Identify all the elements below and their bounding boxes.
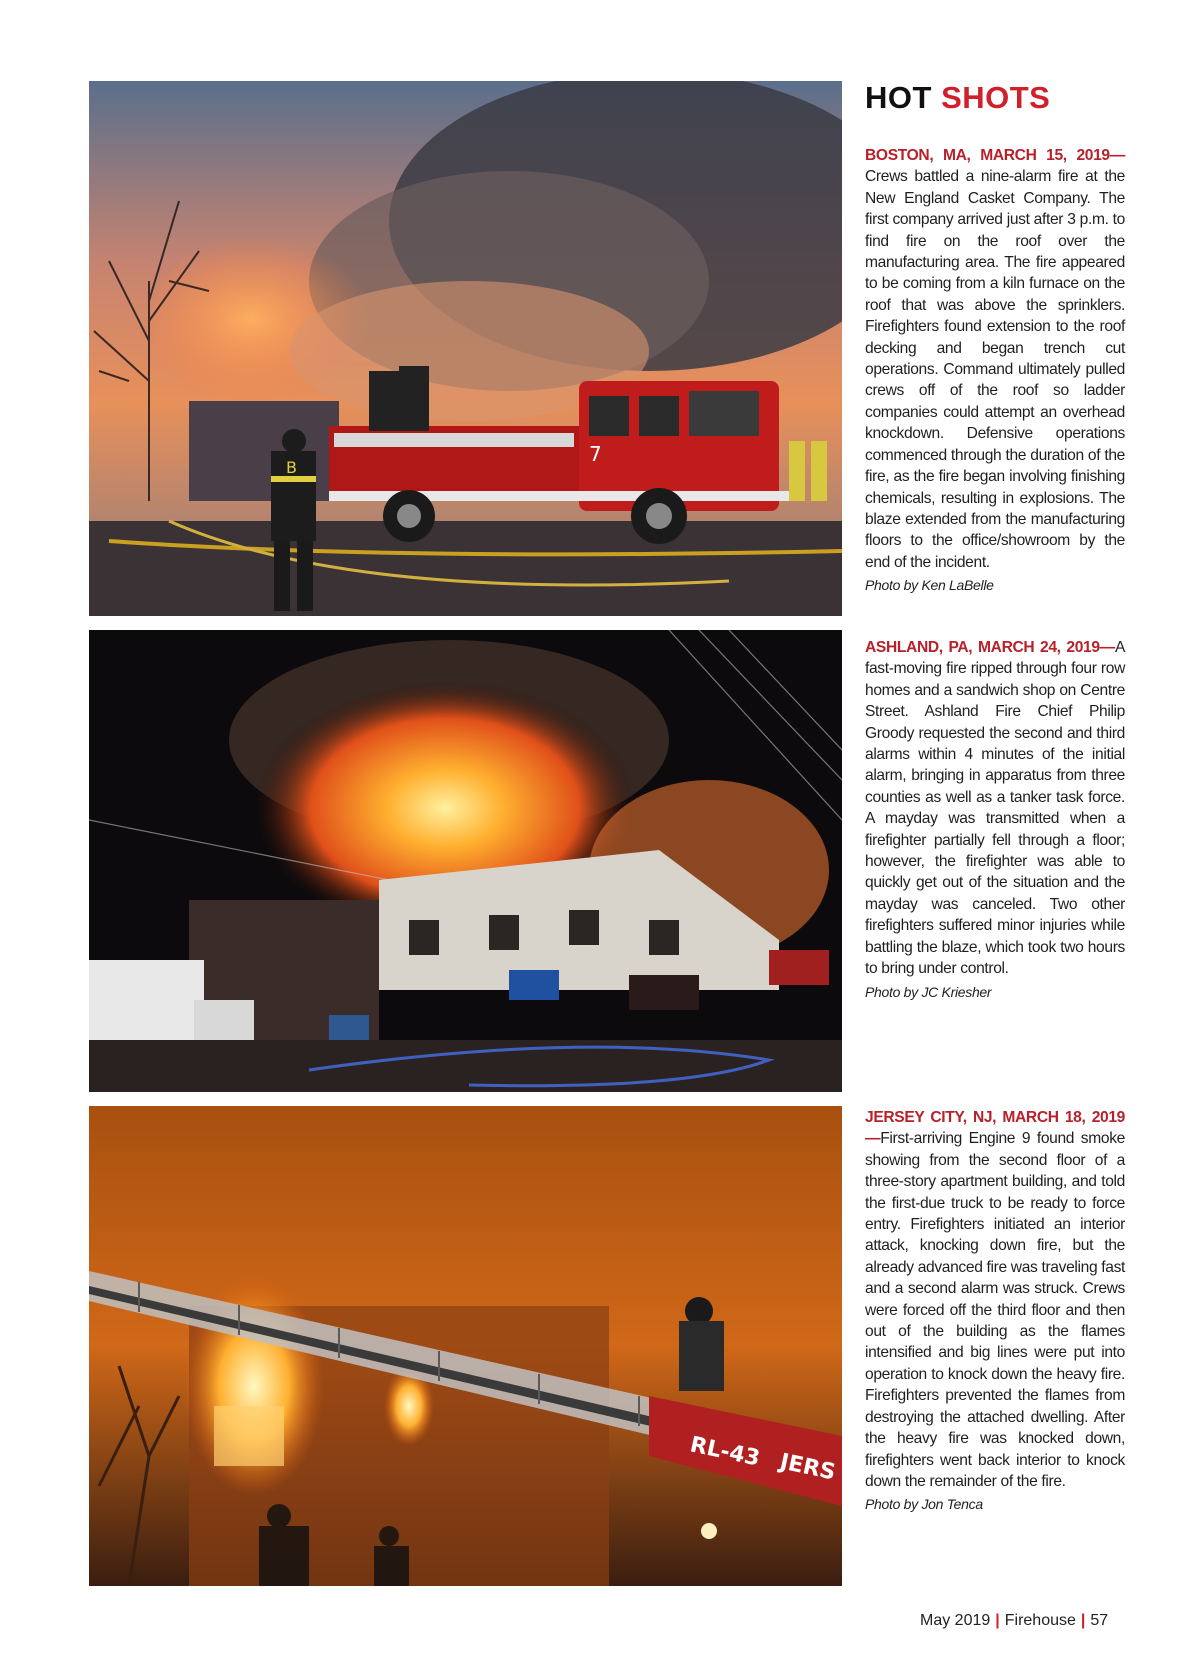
footer-separator: |	[1080, 1612, 1086, 1629]
boston-fire-image	[89, 81, 842, 616]
caption-boston	[865, 145, 1125, 597]
page-footer	[920, 1612, 1108, 1630]
footer-page-number: 57	[1090, 1612, 1109, 1629]
photo-credit: Photo by Jon Tenca	[865, 1496, 983, 1513]
photo-ashland-fire	[89, 630, 842, 1092]
photo-boston-fire	[89, 81, 842, 616]
caption-lead: ASHLAND, PA, MARCH 24, 2019—	[865, 639, 1115, 656]
photo-credit: Photo by Ken LaBelle	[865, 577, 994, 594]
section-title	[865, 80, 1050, 116]
caption-lead: BOSTON, MA, MARCH 15, 2019—	[865, 147, 1125, 164]
jersey-city-fire-image	[89, 1106, 842, 1586]
footer-magazine: Firehouse	[1004, 1612, 1076, 1629]
ashland-fire-image	[89, 630, 842, 1092]
caption-body: A fast-moving fire ripped through four row homes and a sandwich shop on Centre Street. Ashland Fire Chief Philip Groody requested the second and third alarms within 4 minutes of the initial alarm, bringing in apparatus from three counties as well as a tanker task force. A mayday was transmitted when a firefighter partially fell through a floor; however, the firefighter was able to quickly get out of the situation and the mayday was canceled. Two other firefighters suffered minor injuries while battling the blaze, which took two hours to bring under control.	[865, 639, 1125, 978]
ladder-label-text-2: JERS	[777, 1449, 838, 1486]
photo-credit: Photo by JC Kriesher	[865, 983, 992, 1000]
photo-jersey-city-fire	[89, 1106, 842, 1586]
title-word-hot: HOT	[865, 80, 932, 115]
helmet-letter-text: B	[286, 458, 297, 477]
footer-issue: May 2019	[920, 1612, 991, 1629]
title-word-shots: SHOTS	[941, 80, 1051, 115]
caption-lead: JERSEY CITY, NJ, MARCH 18, 2019—	[865, 1109, 1125, 1148]
caption-ashland	[865, 637, 1125, 1003]
truck-number-text: 7	[589, 442, 602, 466]
caption-body: First-arriving Engine 9 found smoke showing from the second floor of a three-story apartment building, and told the first-due truck to be ready to force entry. Firefighters initiated an interior attack, knocking down fire, but the already advanced fire was traveling fast and a second alarm was struck. Crews were forced off the third floor and then out of the building as the flames intensified and big lines were put into operation to knock down the heavy fire. Firefighters prevented the flames from destroying the attached dwelling. After the heavy fire was knocked down, firefighters went back interior to knock down the remainder of the fire.	[865, 1130, 1125, 1490]
ladder-label-text: RL-43	[687, 1432, 763, 1472]
caption-body: Crews battled a nine-alarm fire at the New England Casket Company. The first company arrived just after 3 p.m. to find fire on the roof over the manufacturing area. The fire appeared to be coming from a kiln furnace on the roof that was above the sprinklers. Firefighters found extension to the roof decking and began trench cut operations. Command ultimately pulled crews off of the roof so ladder companies could attempt an overhead knockdown. Defensive operations commenced through the duration of the fire, as the fire began involving finishing chemicals, resulting in explosions. The blaze extended from the manufacturing floors to the office/showroom by the end of the incident.	[865, 168, 1125, 571]
caption-jersey-city	[865, 1107, 1125, 1516]
footer-separator: |	[995, 1612, 1000, 1629]
